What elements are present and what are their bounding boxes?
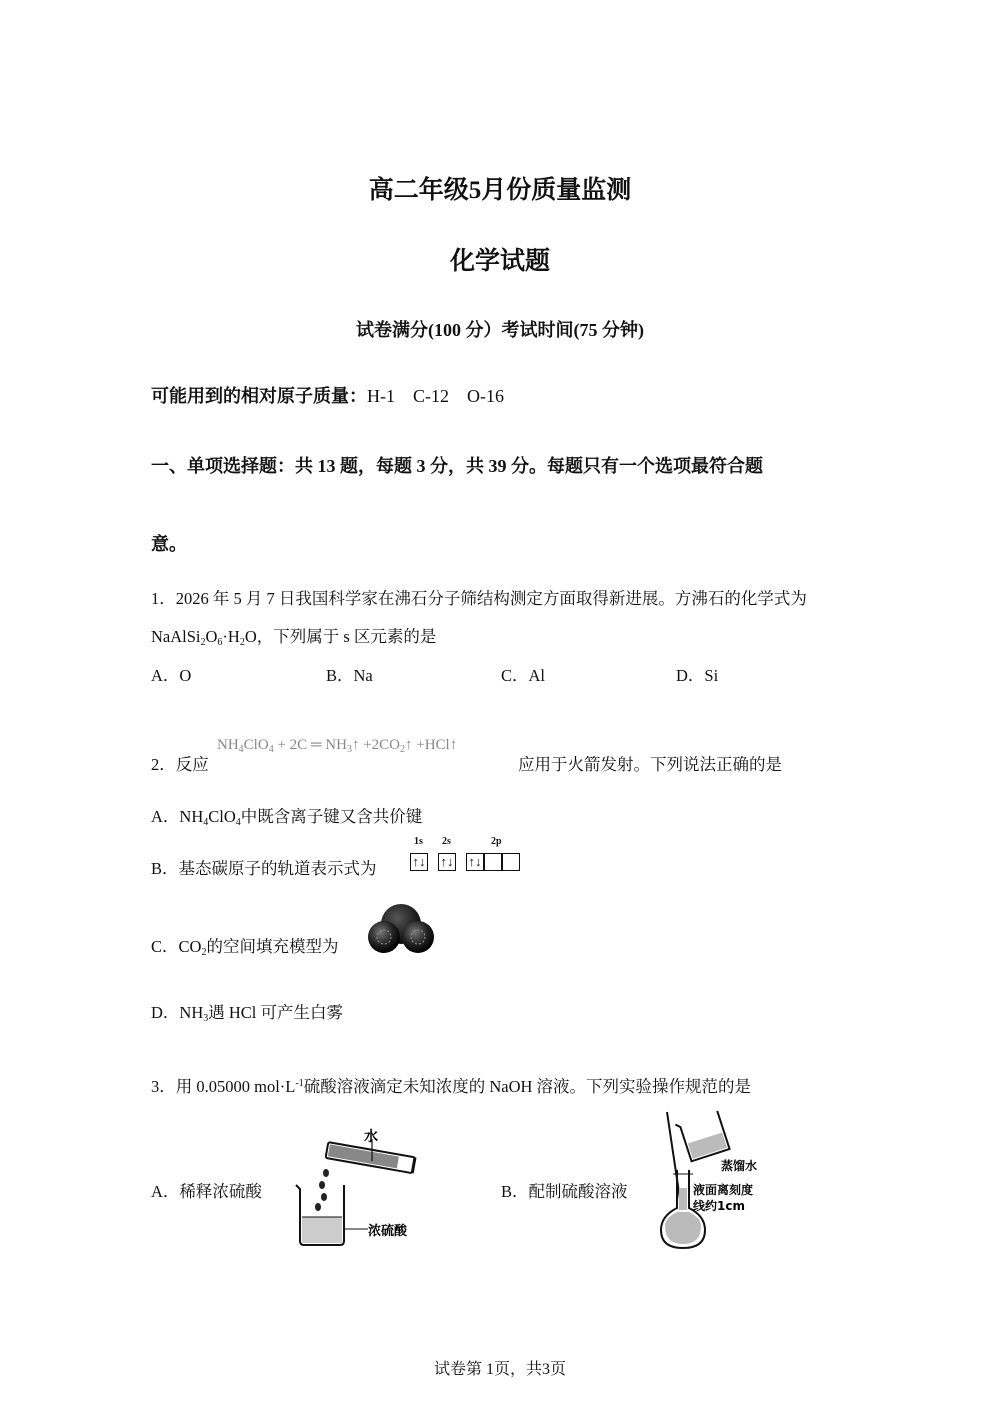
q3-option-a[interactable]: A．稀释浓硫酸	[151, 1182, 262, 1201]
q2-suffix: 应用于火箭发射。下列说法正确的是	[518, 755, 782, 774]
exam-info: 试卷满分(100 分）考试时间(75 分钟)	[356, 320, 644, 340]
opt-text: D．NH	[151, 1003, 204, 1022]
subject-title: 化学试题	[449, 248, 550, 275]
q1-option-a[interactable]: A．O	[151, 666, 192, 685]
atomic-mass-label: 可能用到的相对原子质量：	[151, 386, 367, 406]
orbital-box-2p-1: ↑↓	[466, 853, 484, 871]
orbital-box-2p-2	[484, 853, 502, 871]
eq-part: ↑ +2CO	[351, 737, 400, 753]
formula-part: ·H	[222, 627, 240, 646]
section-heading: 一、单项选择题：共 13 题，每题 3 分，共 39 分。每题只有一个选项最符合题	[151, 456, 763, 476]
eq-sub: 3	[346, 744, 352, 755]
opt-text: C．CO	[151, 937, 202, 956]
acid-label: 浓硫酸	[368, 1224, 408, 1239]
eq-sub: 2	[400, 744, 405, 755]
q2-option-c[interactable]	[151, 933, 338, 958]
orbital-box-2p-3	[502, 853, 520, 871]
opt-text: 的空间填充模型为	[206, 937, 339, 956]
q2-option-d[interactable]	[151, 999, 343, 1024]
opt-text: 中既含离子键又含共价键	[240, 807, 423, 826]
distilled-water-label: 蒸馏水	[721, 1159, 758, 1173]
q3-stem-text: 3．用 0.05000 mol·L	[151, 1077, 296, 1096]
q2-equation	[217, 737, 457, 755]
q1-stem-tail: ，下列属于 s 区元素的是	[256, 627, 437, 646]
eq-part: ↑ +HCl↑	[405, 737, 458, 753]
formula-sub: 2	[239, 637, 245, 648]
dilution-apparatus-figure	[288, 1125, 433, 1250]
page-footer: 试卷第 1页，共3页	[433, 1361, 566, 1378]
q3-stem-text: 硫酸溶液滴定未知浓度的 NaOH 溶液。下列实验操作规范的是	[303, 1077, 752, 1096]
liquid-level-label: 液面离刻度	[693, 1183, 754, 1197]
eq-part: ClO	[243, 737, 269, 753]
formula-sub: 6	[217, 637, 223, 648]
q2-option-b[interactable]: B．基态碳原子的轨道表示式为	[151, 859, 377, 878]
opt-text: A．NH	[151, 807, 204, 826]
atomic-mass-values: H-1 C-12 O-16	[367, 386, 504, 406]
opt-sub: 3	[203, 1013, 209, 1024]
atomic-mass-line	[151, 382, 504, 408]
orbital-label-2p: 2p	[491, 836, 502, 847]
formula-part: O	[244, 627, 257, 646]
q1-stem-line2	[151, 623, 436, 648]
q3-stem-sup: -1	[295, 1078, 304, 1089]
formula-part: O	[205, 627, 218, 646]
orbital-diagram	[408, 836, 533, 878]
q1-option-d[interactable]: D．Si	[676, 666, 719, 685]
formula-part: NaAlSi	[151, 627, 201, 646]
opt-sub: 4	[235, 817, 241, 828]
q3-stem	[151, 1073, 751, 1097]
q1-option-b[interactable]: B．Na	[326, 666, 373, 685]
page-title: 高二年级5月份质量监测	[368, 177, 632, 204]
orbital-label-1s: 1s	[414, 836, 423, 847]
q2-prefix: 2．反应	[151, 755, 209, 774]
q2-option-a[interactable]	[151, 803, 422, 828]
volumetric-flask-figure	[655, 1108, 780, 1250]
formula-sub: 2	[200, 637, 206, 648]
q3-option-b[interactable]: B．配制硫酸溶液	[501, 1182, 628, 1201]
opt-text: ClO	[208, 807, 236, 826]
water-label: 水	[364, 1129, 378, 1145]
orbital-box-2s: ↑↓	[438, 853, 456, 871]
q1-stem: 1．2026 年 5 月 7 日我国科学家在沸石分子筛结构测定方面取得新进展。方沸石的化学式为	[151, 589, 807, 608]
q1-option-c[interactable]: C．Al	[501, 666, 546, 685]
scale-distance-label: 线约1cm	[693, 1199, 745, 1213]
orbital-box-1s: ↑↓	[410, 853, 428, 871]
opt-sub: 2	[201, 947, 207, 958]
opt-text: 遇 HCl 可产生白雾	[208, 1003, 344, 1022]
eq-sub: 4	[238, 744, 244, 755]
section-heading-cont: 意。	[151, 534, 187, 554]
co2-space-filling-model	[366, 903, 436, 955]
eq-part: + 2C ═ NH	[273, 737, 347, 753]
orbital-label-2s: 2s	[442, 836, 451, 847]
opt-sub: 4	[203, 817, 209, 828]
eq-part: NH	[217, 737, 239, 753]
eq-sub: 4	[268, 744, 274, 755]
